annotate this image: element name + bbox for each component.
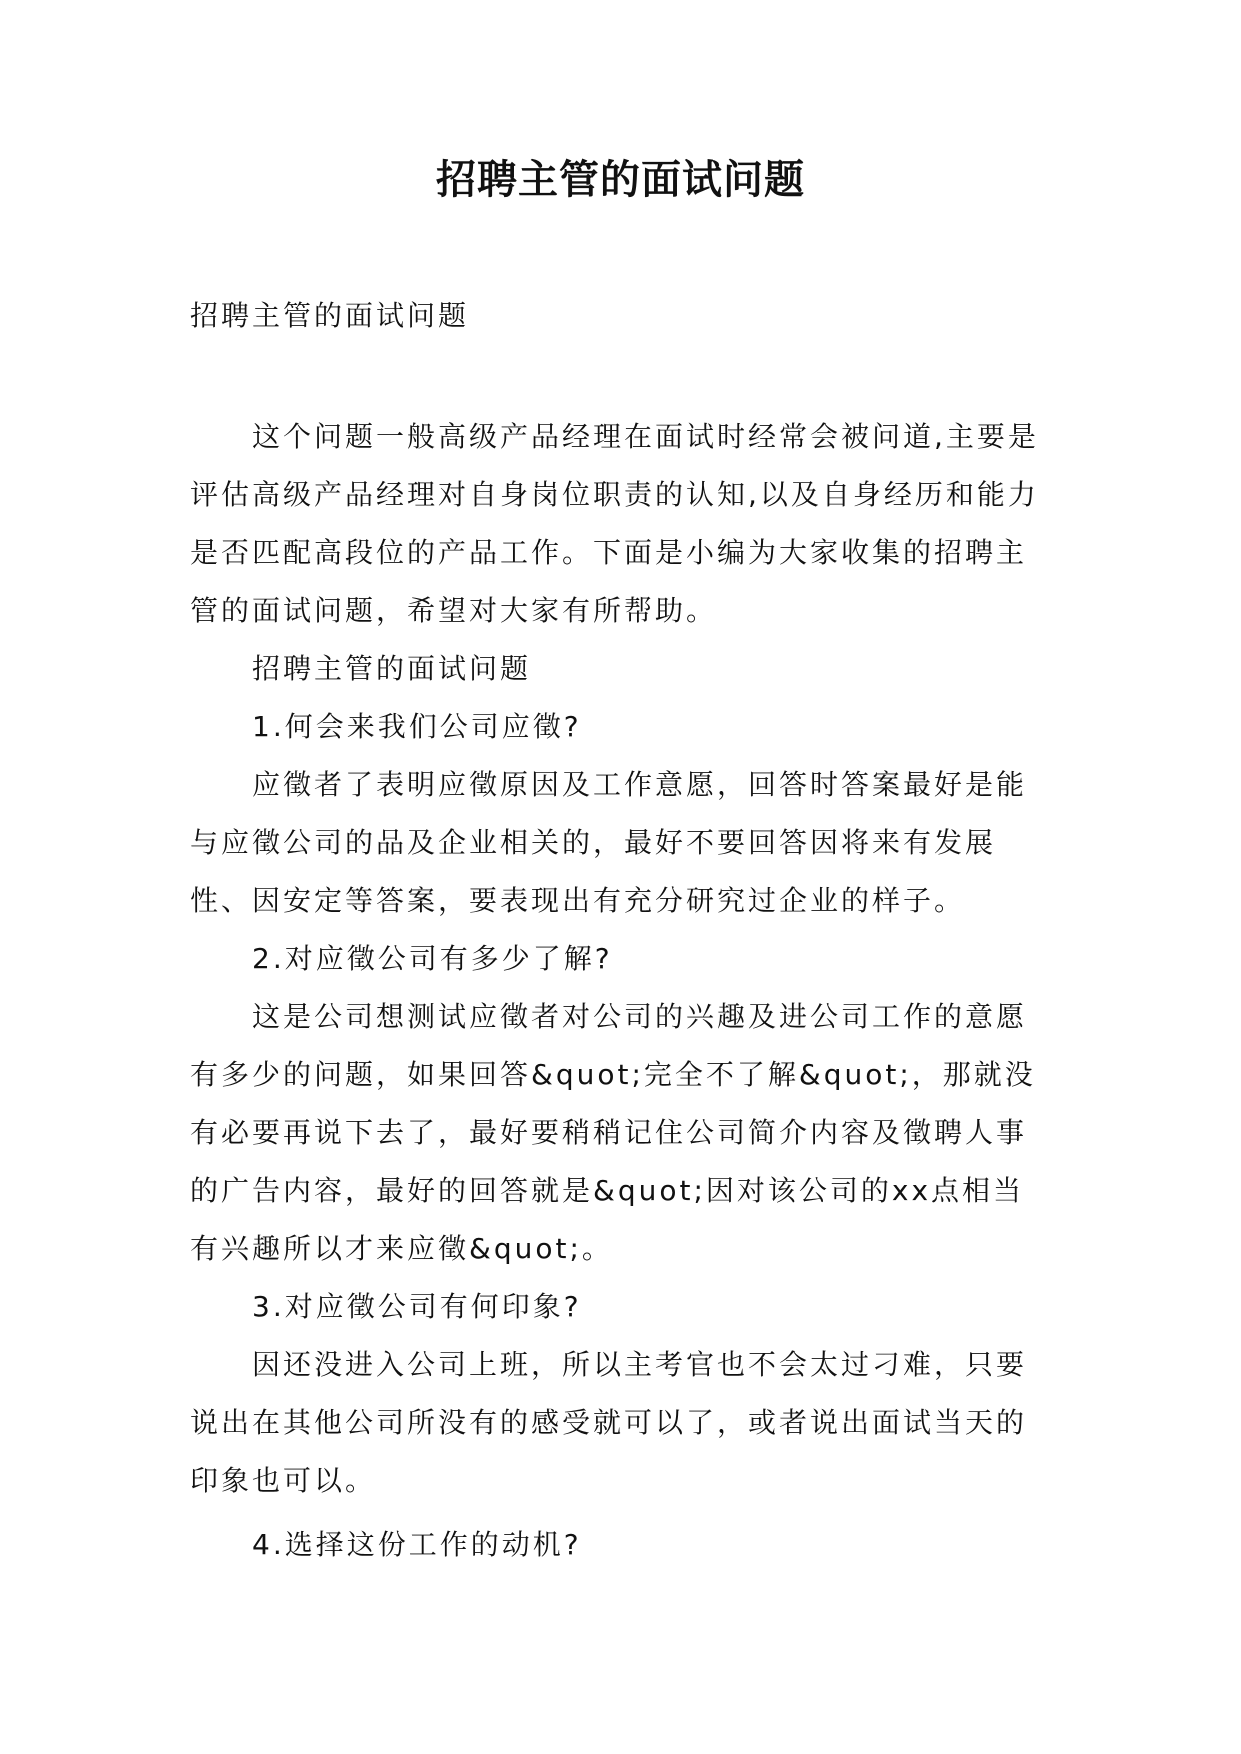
question-3: 3.对应徵公司有何印象? [252, 1290, 582, 1323]
answer-3: 因还没进入公司上班，所以主考官也不会太过刁难，只要说出在其他公司所没有的感受就可以了，或者说出面试当天的印象也可以。 [190, 1348, 1028, 1497]
document-body [190, 408, 1052, 1574]
answer-1: 应徵者了表明应徵原因及工作意愿，回答时答案最好是能与应徵公司的品及企业相关的，最好不要回答因将来有发展性、因安定等答案，要表现出有充分研究过企业的样子。 [190, 768, 1028, 917]
document-title: 招聘主管的面试问题 [436, 156, 805, 203]
document-subtitle: 招聘主管的面试问题 [190, 299, 470, 332]
question-4: 4.选择这份工作的动机? [252, 1528, 582, 1561]
intro-paragraph: 这个问题一般高级产品经理在面试时经常会被问道,主要是评估高级产品经理对自身岗位职责的认知,以及自身经历和能力是否匹配高段位的产品工作。下面是小编为大家收集的招聘主管的面试问题，希望对大家有所帮助。 [190, 420, 1039, 627]
question-1: 1.何会来我们公司应徵? [252, 710, 582, 743]
answer-2: 这是公司想测试应徵者对公司的兴趣及进公司工作的意愿有多少的问题，如果回答&quot;完全不了解&quot;，那就没有必要再说下去了，最好要稍稍记住公司简介内容及徵聘人事的广告内容，最好的回答就是&quot;因对该公司的xx点相当有兴趣所以才来应徵&quot;。 [190, 1000, 1036, 1265]
section-heading: 招聘主管的面试问题 [252, 652, 532, 685]
question-2: 2.对应徵公司有多少了解? [252, 942, 613, 975]
